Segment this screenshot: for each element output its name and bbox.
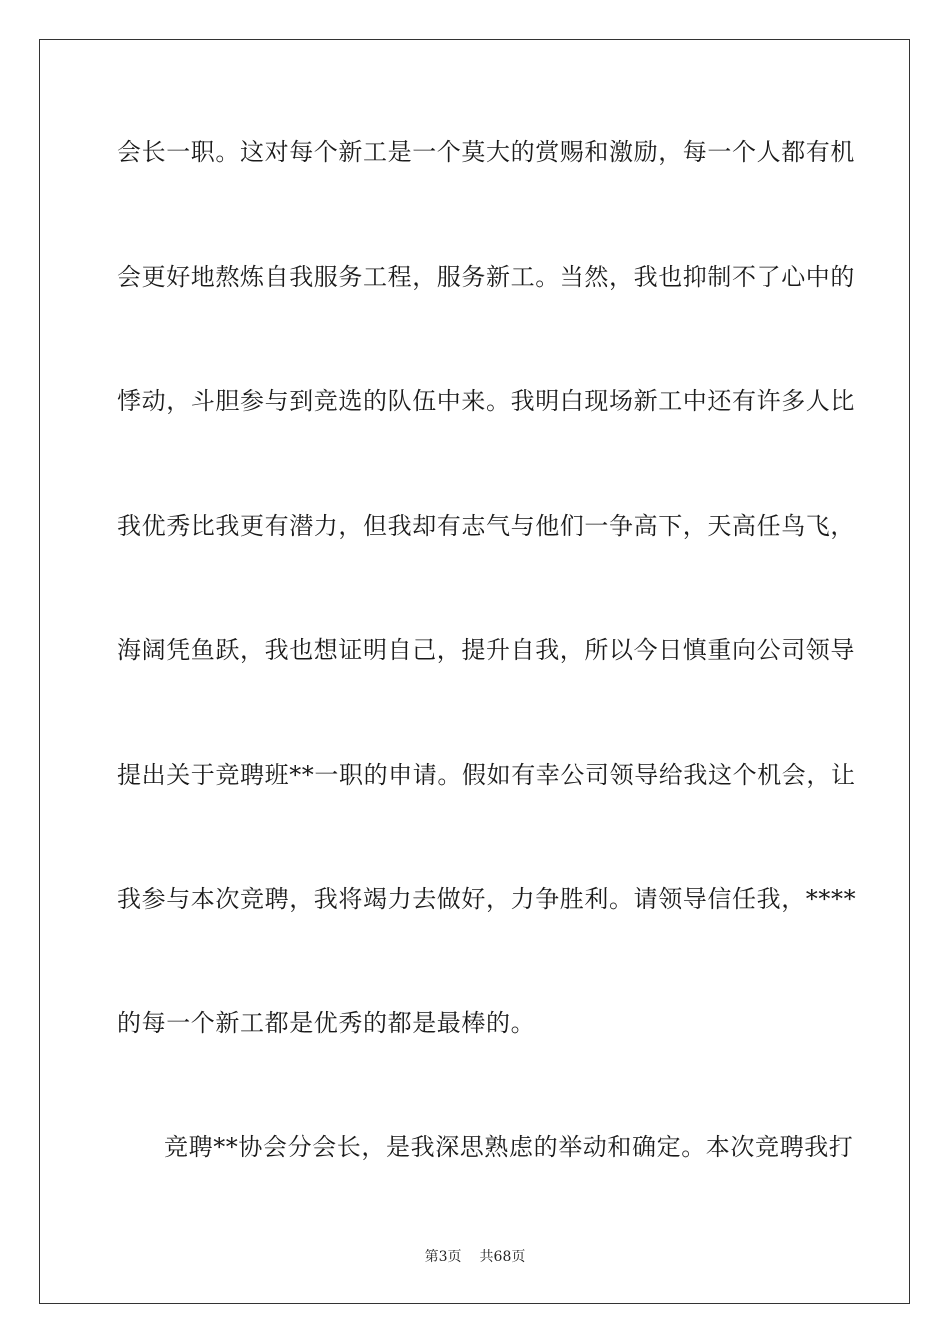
paragraph-start-line: 竞聘**协会分会长，是我深思熟虑的举动和确定。本次竞聘我打	[164, 1133, 854, 1161]
body-text-line-7: 我参与本次竞聘，我将竭力去做好，力争胜利。请领导信任我，****	[117, 885, 857, 913]
body-text-line-3: 悸动，斗胆参与到竞选的队伍中来。我明白现场新工中还有许多人比	[117, 387, 855, 415]
page-footer	[0, 1248, 950, 1266]
body-text-line-5: 海阔凭鱼跃，我也想证明自己，提升自我，所以今日慎重向公司领导	[117, 636, 855, 664]
page-number: 第3页	[424, 1249, 462, 1265]
page-border	[39, 39, 910, 1304]
body-text-line-8: 的每一个新工都是优秀的都是最棒的。	[117, 1009, 536, 1037]
body-text-line-6: 提出关于竞聘班**一职的申请。假如有幸公司领导给我这个机会，让	[117, 761, 856, 789]
body-text-line-4: 我优秀比我更有潜力，但我却有志气与他们一争高下，天高任鸟飞，	[117, 512, 855, 540]
body-text-line-1: 会长一职。这对每个新工是一个莫大的赏赐和激励，每一个人都有机	[117, 138, 855, 166]
body-text-line-2: 会更好地熬炼自我服务工程，服务新工。当然，我也抑制不了心中的	[117, 263, 855, 291]
total-pages: 共68页	[479, 1249, 526, 1265]
